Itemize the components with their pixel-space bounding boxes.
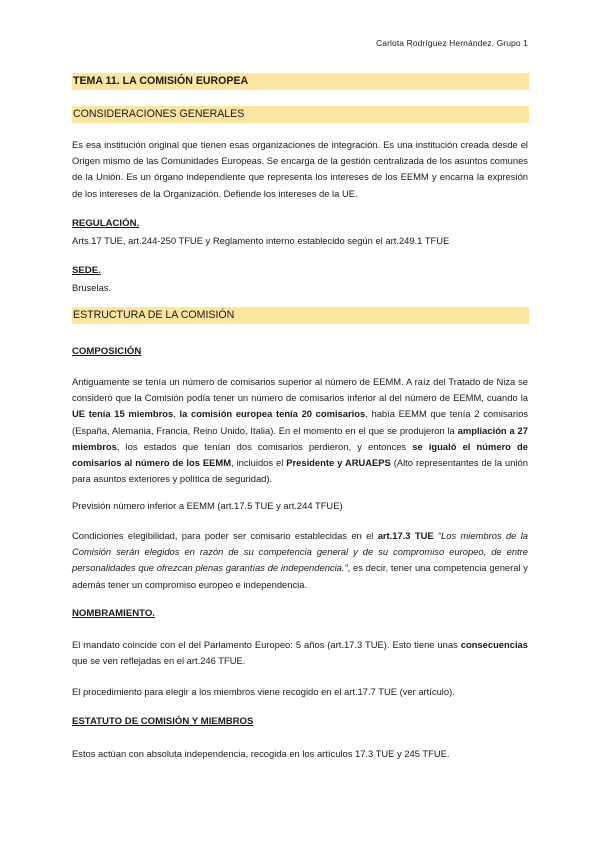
mandato-paragraph: El mandato coincide con el del Parlamento Europeo: 5 años (art.17.3 TUE). Esto tiene unas consecuencias que se ven reflejadas en el art.246 TFUE. (72, 639, 528, 667)
composicion-heading: COMPOSICIÓN (72, 346, 142, 357)
document-title: TEMA 11. LA COMISIÓN EUROPEA (72, 73, 529, 90)
regulacion-text: Arts.17 TUE, art.244-250 TFUE y Reglamento interno establecido según el art.249.1 TFUE (72, 235, 450, 246)
estatuto-text: Estos actúan con absoluta independencia, recogida en los artículos 17.3 TUE y 245 TFUE. (72, 748, 450, 759)
page-header-author: Carlota Rodríguez Hernández. Grupo 1 (376, 38, 528, 48)
estatuto-heading: ESTATUTO DE COMISIÓN Y MIEMBROS (72, 716, 254, 727)
sede-text: Bruselas. (72, 282, 112, 293)
section-heading-consideraciones: CONSIDERACIONES GENERALES (72, 106, 529, 123)
nombramiento-heading: NOMBRAMIENTO. (72, 608, 155, 619)
procedimiento-text: El procedimiento para elegir a los miembros viene recogido en el art.17.7 TUE (ver artículo). (72, 686, 455, 697)
prevision-text: Previsión número inferior a EEMM (art.17.5 TUE y art.244 TFUE) (72, 500, 343, 511)
sede-heading: SEDE. (72, 265, 101, 276)
regulacion-heading: REGULACIÓN. (72, 218, 140, 229)
elegibilidad-paragraph: Condiciones elegibilidad, para poder ser comisario establecidas en el art.17.3 TUE “Los miembros de la Comisión serán elegidos en razón de su competencia general y de su compromiso europeo, de entre personalidades que ofrezcan plenas garantías de independencia.”, es decir, tener una competencia general y además tener un compromiso europeo e independencia. (72, 530, 528, 590)
intro-paragraph: Es esa institución original que tienen esas organizaciones de integración. Es una institución creada desde el Origen mismo de las Comunidades Europeas. Se encarga de la gestión centralizada de los asuntos comunes de la Unión. Es un órgano independiente que representa los intereses de los EEMM y encarna la expresión de los intereses de la Organización. Defiende los intereses de la UE. (72, 139, 528, 199)
section-heading-estructura: ESTRUCTURA DE LA COMISIÓN (72, 307, 529, 324)
composicion-paragraph: Antiguamente se tenía un número de comisarios superior al número de EEMM. A raíz del Tratado de Niza se consideró que la Comisión podía tener un número de comisarios inferior al del número de EEMM, cuando la UE tenía 15 miembros, la comisión europea tenía 20 comisarios, había EEMM que tenía 2 comisarios (España, Alemania, Francia, Reino Unido, Italia). En el momento en el que se produjeron la ampliación a 27 miembros, los estados que tenían dos comisarios perdieron, y entonces se igualó el número de comisarios al número de los EEMM, incluidos el Presidente y ARUAEPS (Alto representantes de la unión para asuntos exteriores y política de seguridad). (72, 376, 529, 485)
